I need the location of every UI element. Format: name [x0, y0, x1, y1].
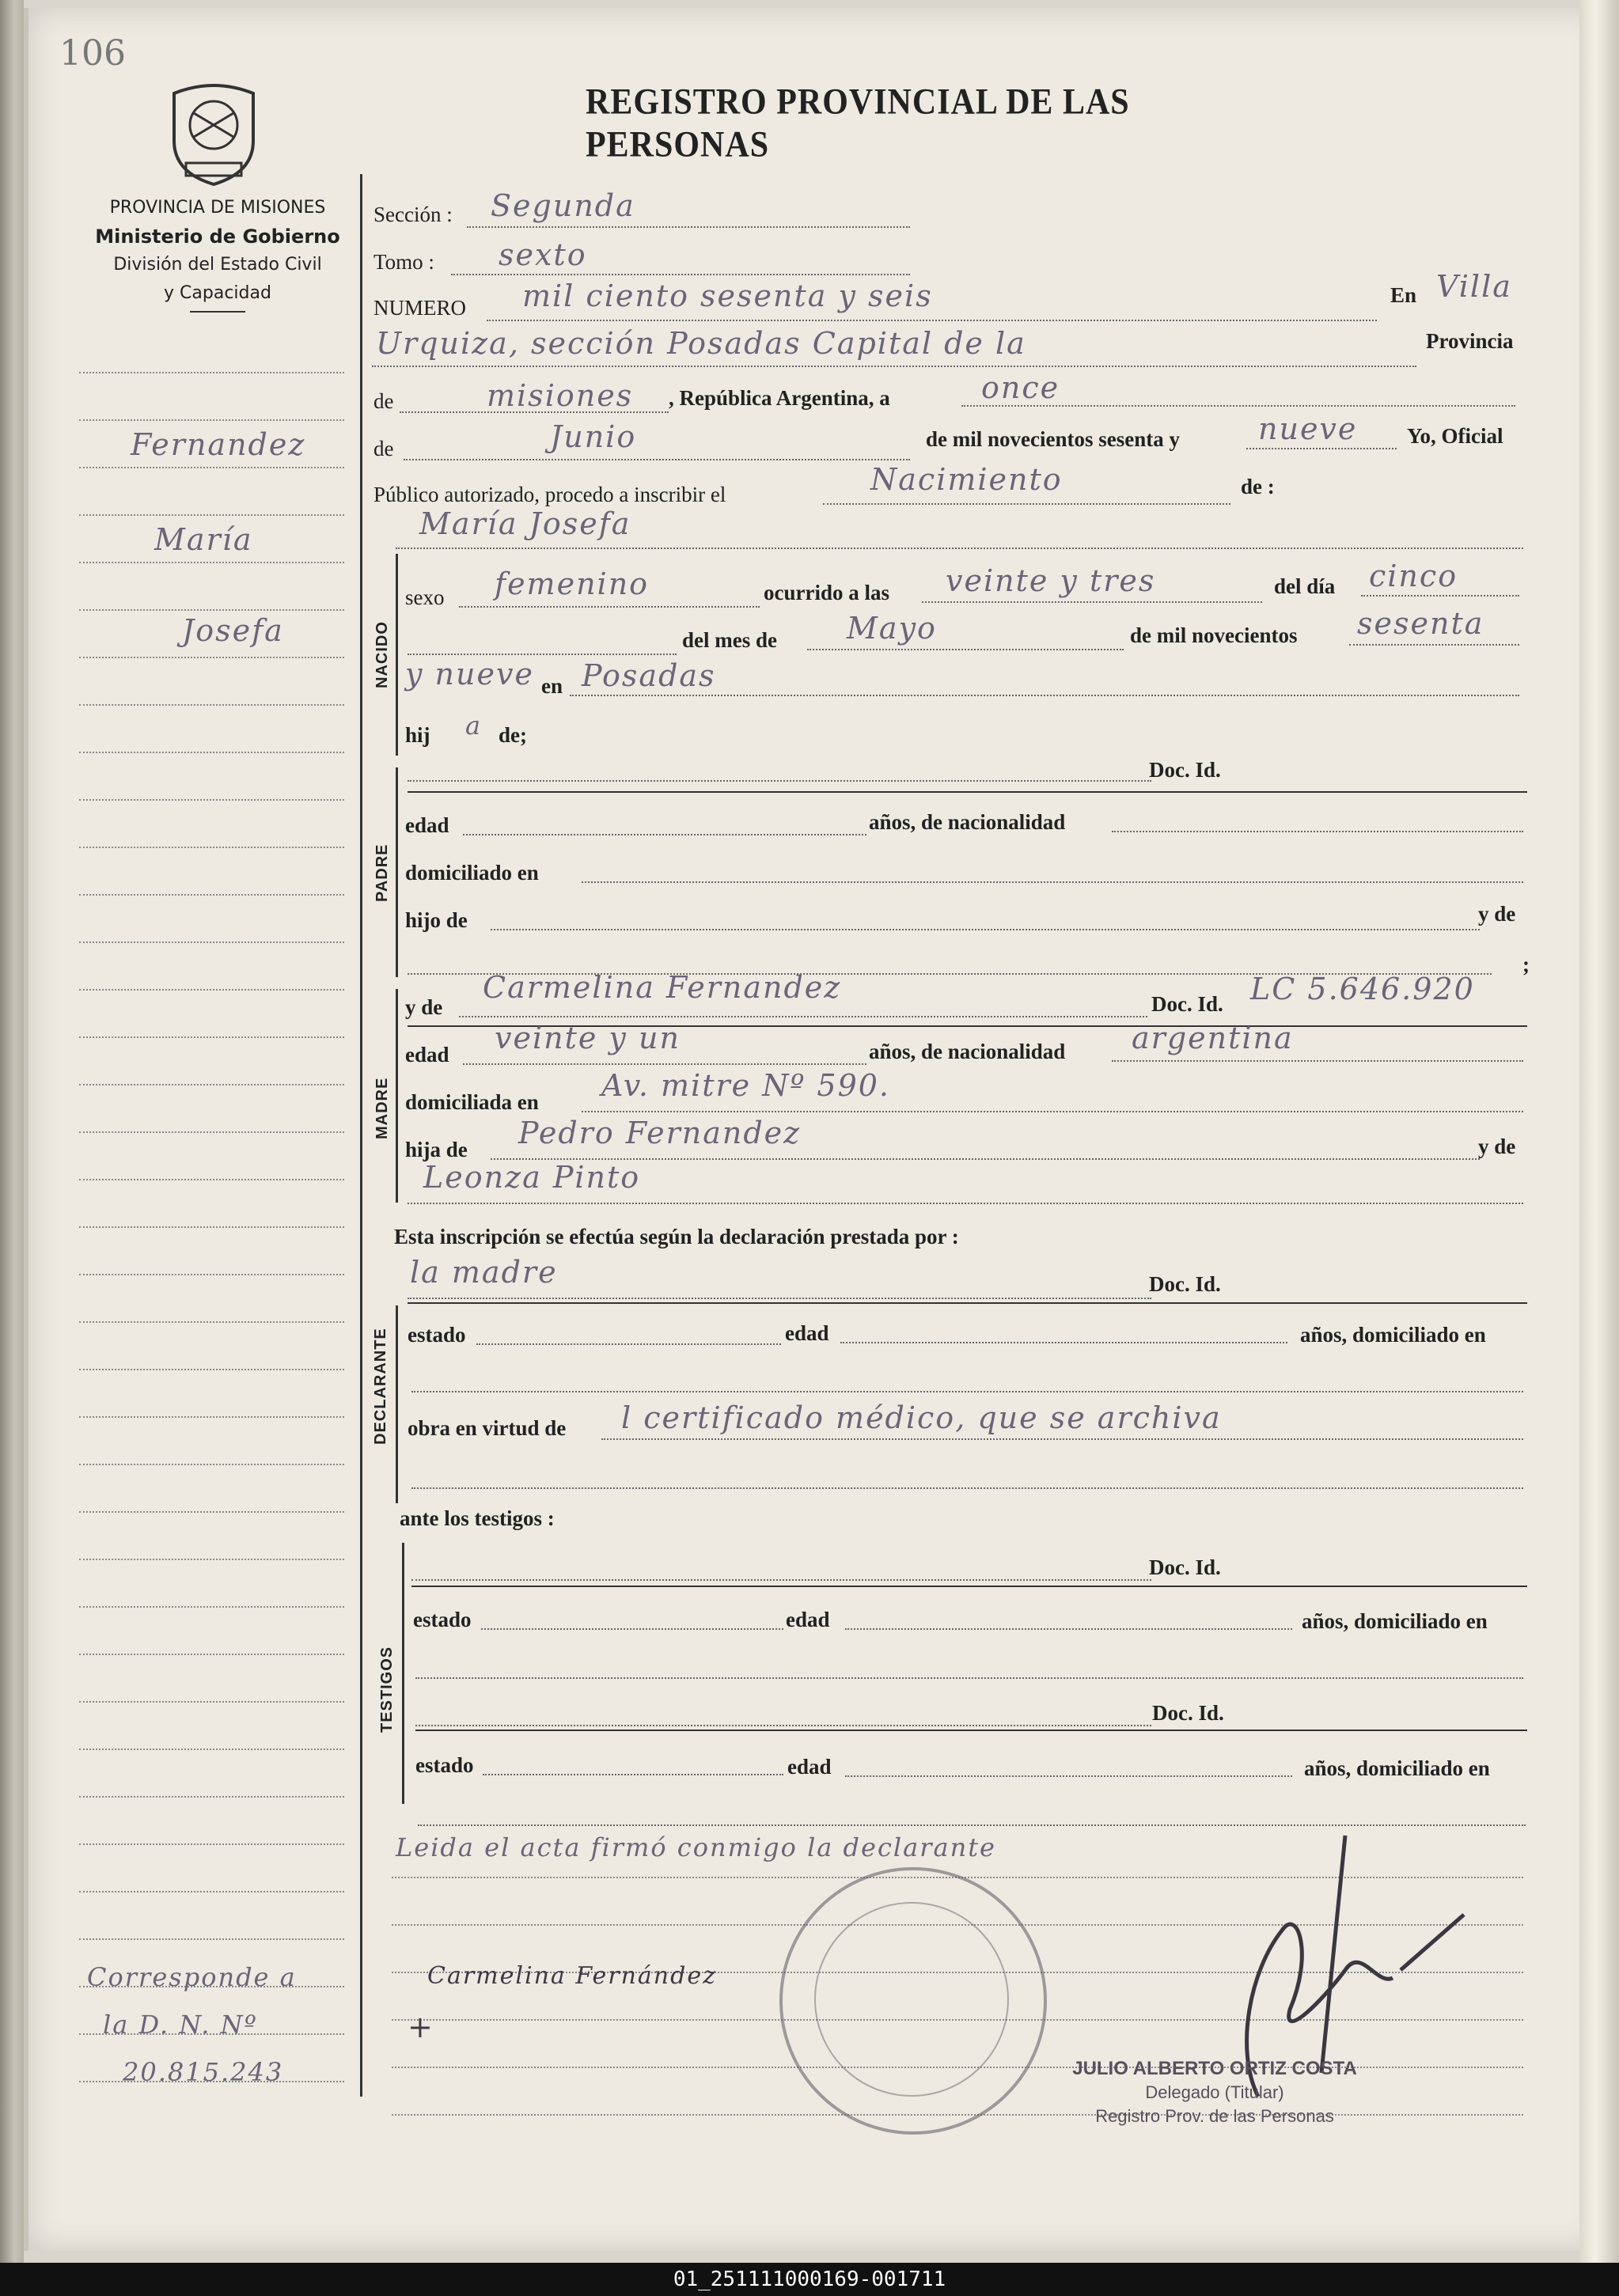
- value-firma: Carmelina Fernández: [427, 1962, 717, 1990]
- label-en-lugar: en: [541, 674, 563, 698]
- label-nac-madre: años, de nacionalidad: [869, 1040, 1066, 1063]
- official-name: JULIO ALBERTO ORTIZ COSTA: [1072, 2058, 1357, 2079]
- value-madre-dom: Av. mitre Nº 590.: [601, 1068, 891, 1103]
- dom-testigo1-line: [415, 1677, 1523, 1679]
- tomo-line: [451, 274, 910, 275]
- header-rule: [190, 311, 245, 313]
- dom-madre-line: [582, 1111, 1523, 1112]
- label-del-mes: del mes de: [682, 628, 777, 652]
- label-edad-testigo2: edad: [787, 1755, 832, 1779]
- testigos-bracket: [402, 1543, 404, 1804]
- dia-acta-line: [961, 405, 1515, 407]
- official-stamp: [779, 1867, 1047, 2135]
- estado-declarante-line: [476, 1343, 781, 1345]
- nac-padre-line: [1112, 831, 1523, 832]
- value-dia-acta: once: [981, 370, 1060, 405]
- official-signature-block: [1029, 2057, 1401, 2128]
- nacido-bracket: [396, 554, 398, 756]
- label-de-mes: de: [373, 437, 394, 460]
- margin-second-name: Josefa: [182, 613, 284, 648]
- value-anio-b: y nueve: [405, 657, 534, 691]
- issuer-ministry: Ministerio de Gobierno: [95, 225, 340, 248]
- edad-testigo2-line: [845, 1775, 1292, 1777]
- label-hija-de: hija de: [405, 1138, 468, 1161]
- margin-note-line2: la D. N. Nº: [103, 2010, 258, 2040]
- value-provincia: misiones: [487, 378, 634, 413]
- anio-acta-line: [1246, 448, 1397, 449]
- value-hora: veinte y tres: [946, 563, 1156, 598]
- testigo2-rule: [415, 1730, 1527, 1731]
- label-edad-madre: edad: [405, 1043, 449, 1067]
- hijo-de-line: [491, 929, 1480, 930]
- issuer-division: División del Estado Civil: [113, 255, 322, 275]
- value-acto: Nacimiento: [870, 462, 1063, 497]
- label-en: En: [1390, 283, 1417, 307]
- label-dom-madre: domiciliada en: [405, 1090, 539, 1114]
- padre-nombre-line: [408, 780, 1151, 782]
- declarante-nombre-line: [408, 1298, 1151, 1299]
- margin-note-line1: Corresponde a: [87, 1962, 297, 1992]
- value-madre-padre: Pedro Fernandez: [518, 1116, 802, 1150]
- label-edad-declarante: edad: [785, 1321, 829, 1345]
- value-seccion: Segunda: [491, 188, 635, 223]
- edad-testigo1-line: [845, 1628, 1292, 1630]
- testigo2-nombre-line: [415, 1725, 1151, 1726]
- label-nac-padre: años, de nacionalidad: [869, 810, 1066, 834]
- label-publico: Público autorizado, procedo a inscribir el: [373, 483, 726, 506]
- value-madre-edad: veinte y un: [495, 1021, 681, 1055]
- label-estado-testigo1: estado: [413, 1608, 472, 1631]
- side-label-padre: PADRE: [373, 843, 391, 902]
- page-edge: [1579, 0, 1619, 2263]
- value-declarante: la madre: [410, 1255, 558, 1290]
- madre-bracket: [396, 989, 398, 1203]
- issuer-header: [67, 194, 368, 313]
- value-mes-acta: Junio: [550, 419, 637, 454]
- official-office: Registro Prov. de las Personas: [1095, 2106, 1334, 2126]
- value-madre-doc: LC 5.646.920: [1250, 972, 1475, 1006]
- value-madre-madre: Leonza Pinto: [423, 1160, 641, 1195]
- label-seccion: Sección :: [373, 203, 453, 226]
- testigo1-nombre-line: [411, 1579, 1151, 1581]
- label-hijo-de: hijo de: [405, 908, 468, 932]
- label-ocurrido: ocurrido a las: [764, 581, 889, 604]
- issuer-province: PROVINCIA DE MISIONES: [109, 198, 326, 218]
- label-estado-declarante: estado: [408, 1323, 466, 1347]
- label-dom-testigo2: años, domiciliado en: [1304, 1756, 1490, 1780]
- declarante-bracket: [396, 1305, 398, 1503]
- lugar-nac-line: [570, 695, 1519, 696]
- value-en: Villa: [1436, 269, 1512, 304]
- dom-padre-line: [582, 881, 1523, 883]
- value-obra: l certificado médico, que se archiva: [621, 1400, 1222, 1435]
- label-y-de-abuela: y de: [1478, 1135, 1516, 1158]
- padre-bracket: [396, 767, 398, 977]
- label-edad-testigo1: edad: [786, 1608, 830, 1631]
- label-edad-padre: edad: [405, 813, 449, 837]
- label-y-de-madre: y de: [405, 995, 443, 1019]
- label-doc-madre: Doc. Id.: [1151, 992, 1223, 1016]
- obra-line: [601, 1438, 1523, 1440]
- mes-line: [807, 649, 1124, 650]
- value-tomo: sexto: [499, 237, 587, 272]
- label-semicolon: ;: [1522, 953, 1530, 976]
- official-role: Delegado (Titular): [1145, 2082, 1284, 2102]
- label-doc-testigo1: Doc. Id.: [1149, 1555, 1221, 1579]
- label-dom-testigo1: años, domiciliado en: [1302, 1609, 1488, 1633]
- margin-divider: [360, 174, 362, 2097]
- label-estado-testigo2: estado: [415, 1753, 474, 1777]
- sexo-line: [459, 606, 760, 608]
- side-label-madre: MADRE: [373, 1077, 391, 1139]
- value-numero: mil ciento sesenta y seis: [522, 278, 933, 313]
- value-madre-nac: argentina: [1132, 1021, 1294, 1055]
- side-label-nacido: NACIDO: [373, 621, 391, 688]
- padre-rule: [408, 791, 1527, 793]
- label-tomo: Tomo :: [373, 250, 434, 274]
- seccion-line: [467, 226, 910, 228]
- edad-declarante-line: [840, 1342, 1287, 1343]
- value-nombre: María Josefa: [419, 506, 631, 541]
- label-y-de-padre: y de: [1478, 902, 1516, 926]
- label-republica: , República Argentina, a: [669, 386, 890, 410]
- obra-line-2: [411, 1487, 1523, 1489]
- acto-line: [823, 503, 1230, 505]
- side-label-testigos: TESTIGOS: [378, 1646, 396, 1733]
- declarante-rule: [408, 1302, 1527, 1304]
- lugar-line: [372, 366, 1416, 367]
- page-number: 106: [59, 33, 126, 74]
- label-obra: obra en virtud de: [408, 1416, 567, 1440]
- value-cierre: Leida el acta firmó conmigo la declarante: [396, 1832, 996, 1862]
- book-spine: [0, 0, 24, 2263]
- label-del-dia: del día: [1274, 574, 1336, 598]
- estado-testigo1-line: [481, 1628, 783, 1630]
- madre-nombre-line: [459, 1016, 1147, 1017]
- mes-pre-line: [408, 654, 677, 655]
- label-doc-padre: Doc. Id.: [1149, 758, 1221, 782]
- hora-line: [922, 601, 1262, 603]
- numero-line: [487, 320, 1377, 321]
- margin-note-line3: 20.815.243: [123, 2057, 284, 2087]
- label-de-mil: de mil novecientos sesenta y: [926, 427, 1180, 451]
- estado-testigo2-line: [483, 1774, 783, 1775]
- value-madre-nombre: Carmelina Fernandez: [483, 970, 842, 1005]
- dia-line: [1361, 595, 1519, 597]
- label-hij: hij: [405, 723, 430, 747]
- label-hij-de: de;: [499, 723, 527, 747]
- dom-declarante-line: [411, 1391, 1523, 1392]
- value-sexo: femenino: [495, 566, 650, 601]
- margin-first-name: María: [154, 522, 253, 557]
- testigo1-rule: [411, 1586, 1527, 1587]
- side-label-declarante: DECLARANTE: [372, 1328, 389, 1445]
- value-anio-acta: nueve: [1258, 411, 1358, 446]
- label-dom-padre: domiciliado en: [405, 861, 539, 885]
- label-de-colon: de :: [1241, 475, 1275, 498]
- value-cruz: +: [408, 2010, 434, 2044]
- nac-madre-line: [1112, 1060, 1523, 1062]
- label-doc-declarante: Doc. Id.: [1149, 1272, 1221, 1296]
- province-seal-icon: [166, 78, 261, 187]
- value-hij: a: [465, 710, 483, 741]
- label-de-mil-nacido: de mil novecientos: [1130, 623, 1298, 647]
- value-dia: cinco: [1369, 559, 1458, 593]
- edad-padre-line: [463, 834, 866, 835]
- margin-surname: Fernandez: [131, 427, 306, 462]
- value-anio-a: sesenta: [1357, 606, 1484, 641]
- label-de: de: [373, 389, 394, 413]
- anio-line: [1349, 644, 1519, 646]
- value-lugar-nac: Posadas: [582, 658, 716, 693]
- label-provincia: Provincia: [1426, 329, 1514, 353]
- edad-madre-line: [463, 1063, 866, 1065]
- issuer-capacity: y Capacidad: [164, 283, 271, 303]
- page-title: REGISTRO PROVINCIAL DE LAS PERSONAS: [586, 81, 1130, 165]
- value-mes: Mayo: [847, 611, 937, 646]
- label-yo-oficial: Yo, Oficial: [1407, 424, 1503, 448]
- label-dom-declarante: años, domiciliado en: [1300, 1323, 1486, 1347]
- nombre-line: [396, 547, 1523, 549]
- label-ante-testigos: ante los testigos :: [400, 1506, 555, 1530]
- mes-acta-line: [404, 459, 910, 460]
- label-esta-inscripcion: Esta inscripción se efectúa según la declaración prestada por :: [394, 1225, 959, 1248]
- label-sexo: sexo: [405, 585, 445, 609]
- label-numero: NUMERO: [373, 296, 467, 320]
- value-lugar: Urquiza, sección Posadas Capital de la: [376, 326, 1026, 361]
- label-doc-testigo2: Doc. Id.: [1152, 1701, 1224, 1725]
- madre-abuela-line: [408, 1203, 1523, 1204]
- image-id-footer: 01_251111000169-001711: [0, 2263, 1619, 2296]
